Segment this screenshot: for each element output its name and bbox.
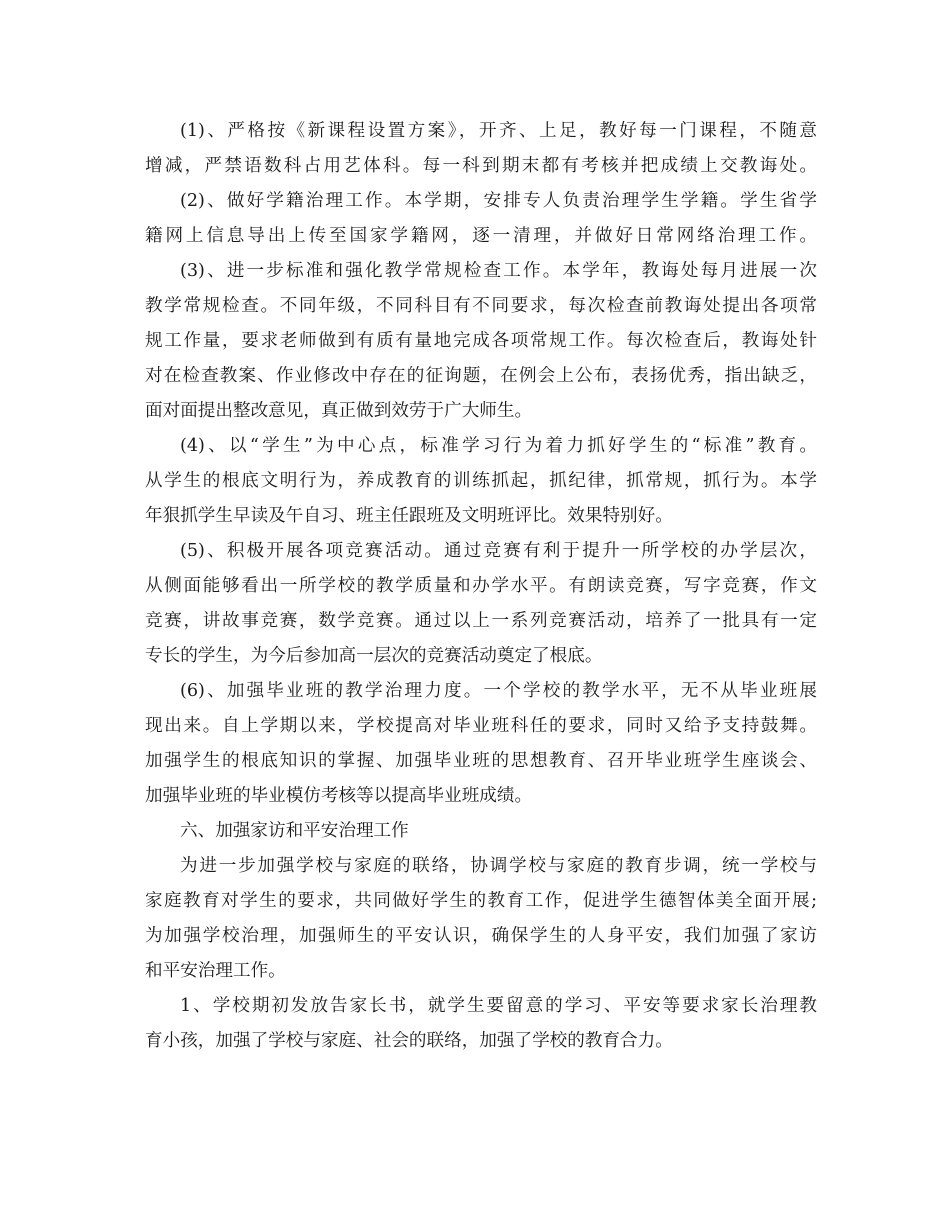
section-heading: 六、加强家访和平安治理工作 bbox=[180, 821, 409, 841]
paragraph-4-line-1: (4)、以“学生”为中心点，标准学习行为着力抓好学生的“标准”教育。 bbox=[180, 436, 817, 456]
paragraph-3-line-1: (3)、进一步标准和强化教学常规检查工作。本学年，教诲处每月进展一次 bbox=[180, 261, 817, 281]
paragraph-5-line-2: 从侧面能够看出一所学校的教学质量和办学水平。有朗读竞赛，写字竞赛，作文 bbox=[145, 576, 817, 596]
paragraph-6-line-3: 加强学生的根底知识的掌握、加强毕业班的思想教育、召开毕业班学生座谈会、 bbox=[145, 751, 817, 771]
paragraph-6-line-1: (6)、加强毕业班的教学治理力度。一个学校的教学水平，无不从毕业班展 bbox=[180, 681, 817, 701]
paragraph-4-line-3: 年狠抓学生早读及午自习、班主任跟班及文明班评比。效果特别好。 bbox=[145, 506, 673, 526]
paragraph-1-line-1: (1)、严格按《新课程设置方案》，开齐、上足，教好每一门课程，不随意 bbox=[180, 121, 817, 141]
paragraph-1-line-2: 增减，严禁语数科占用艺体科。每一科到期末都有考核并把成绩上交教诲处。 bbox=[145, 156, 817, 176]
paragraph-3-line-3: 规工作量，要求老师做到有质有量地完成各项常规工作。每次检查后，教诲处针 bbox=[145, 331, 817, 351]
paragraph-4-line-2: 从学生的根底文明行为，养成教育的训练抓起，抓纪律，抓常规，抓行为。本学 bbox=[145, 471, 817, 491]
paragraph-6-line-2: 现出来。自上学期以来，学校提高对毕业班科任的要求，同时又给予支持鼓舞。 bbox=[145, 716, 817, 736]
paragraph-8-line-2: 育小孩，加强了学校与家庭、社会的联络，加强了学校的教育合力。 bbox=[145, 1031, 673, 1051]
paragraph-7-line-3: 为加强学校治理，加强师生的平安认识，确保学生的人身平安，我们加强了家访 bbox=[145, 926, 817, 946]
paragraph-8-line-1: 1、学校期初发放告家长书，就学生要留意的学习、平安等要求家长治理教 bbox=[180, 996, 817, 1016]
paragraph-6-line-4: 加强毕业班的毕业模仿考核等以提高毕业班成绩。 bbox=[145, 786, 533, 806]
document-body bbox=[145, 114, 817, 1059]
paragraph-5-line-1: (5)、积极开展各项竞赛活动。通过竞赛有利于提升一所学校的办学层次， bbox=[180, 541, 817, 561]
paragraph-2-line-1: (2)、做好学籍治理工作。本学期，安排专人负责治理学生学籍。学生省学 bbox=[180, 191, 817, 211]
paragraph-5-line-4: 专长的学生，为今后参加高一层次的竞赛活动奠定了根底。 bbox=[145, 646, 603, 666]
paragraph-3-line-2: 教学常规检查。不同年级，不同科目有不同要求，每次检查前教诲处提出各项常 bbox=[145, 296, 817, 316]
paragraph-3-line-5: 面对面提出整改意见，真正做到效劳于广大师生。 bbox=[145, 401, 533, 421]
paragraph-3-line-4: 对在检查教案、作业修改中存在的征询题，在例会上公布，表扬优秀，指出缺乏， bbox=[145, 366, 817, 386]
paragraph-5-line-3: 竞赛，讲故事竞赛，数学竞赛。通过以上一系列竞赛活动，培养了一批具有一定 bbox=[145, 611, 817, 631]
paragraph-7-line-2: 家庭教育对学生的要求，共同做好学生的教育工作，促进学生德智体美全面开展; bbox=[145, 891, 817, 911]
paragraph-2-line-2: 籍网上信息导出上传至国家学籍网，逐一清理，并做好日常网络治理工作。 bbox=[145, 226, 817, 246]
paragraph-7-line-4: 和平安治理工作。 bbox=[145, 961, 286, 981]
paragraph-7-line-1: 为进一步加强学校与家庭的联络，协调学校与家庭的教育步调，统一学校与 bbox=[180, 856, 817, 876]
